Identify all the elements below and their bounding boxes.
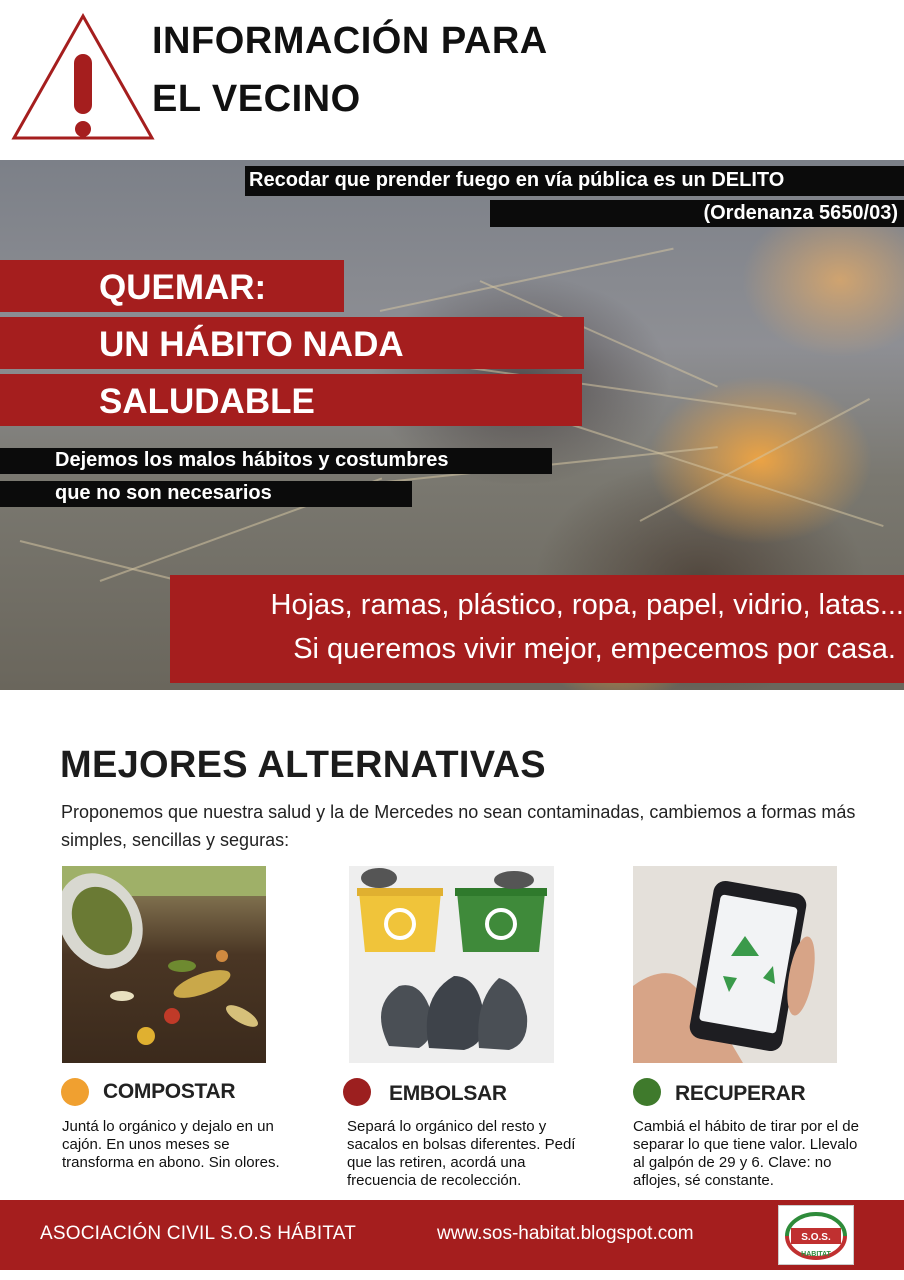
callout-line-2: Si queremos vivir mejor, empecemos por casa. (293, 633, 896, 665)
compost-dot (61, 1078, 89, 1106)
recuperar-desc: Cambiá el hábito de tirar por el de separar lo que tiene valor. Llevalo al galpón de 29 y 6. Clave: no aflojes, sé constante. (633, 1118, 859, 1189)
footer-url-link[interactable]: www.sos-habitat.blogspot.com (437, 1223, 694, 1244)
phone-recycle-photo (633, 866, 837, 1063)
notice-bar-2 (490, 200, 904, 227)
sub-line-2: que no son necesarios (55, 482, 272, 504)
compostar-desc: Juntá lo orgánico y dejalo en un cajón. En unos meses se transforma en abono. Sin olores. (62, 1118, 280, 1171)
svg-text:HABITAT: HABITAT (801, 1251, 831, 1258)
warning-triangle-icon (8, 10, 158, 142)
headline-bar-1 (0, 260, 344, 312)
headline-line-2: UN HÁBITO NADA (99, 325, 404, 364)
sub-bar-2 (0, 481, 412, 507)
callout-line-1: Hojas, ramas, plástico, ropa, papel, vidrio, latas... (270, 589, 904, 621)
page-title-line-1: INFORMACIÓN PARA (152, 20, 548, 62)
notice-line-2: (Ordenanza 5650/03) (703, 202, 898, 224)
headline-bar-2 (0, 317, 584, 369)
headline-bar-3 (0, 374, 582, 426)
svg-text:S.O.S.: S.O.S. (801, 1232, 831, 1243)
callout-box (170, 575, 904, 683)
footer-org: ASOCIACIÓN CIVIL S.O.S HÁBITAT (40, 1223, 357, 1244)
recuperar-dot (633, 1078, 661, 1106)
embolsar-dot (343, 1078, 371, 1106)
sub-bar-1 (0, 448, 552, 474)
headline-line-1: QUEMAR: (99, 268, 267, 307)
notice-bar-1 (245, 166, 904, 196)
bins-and-bags-illustration (349, 866, 554, 1063)
embolsar-desc: Separá lo orgánico del resto y sacalos en bolsas diferentes. Pedí que las retiren, acordá una frecuencia de recolección. (347, 1118, 576, 1189)
compost-photo (62, 866, 266, 1063)
sos-habitat-logo (778, 1205, 854, 1265)
compostar-title: COMPOSTAR (103, 1080, 236, 1103)
sub-line-1: Dejemos los malos hábitos y costumbres (55, 449, 449, 471)
page-title-line-2: EL VECINO (152, 78, 361, 120)
notice-line-1: Recodar que prender fuego en vía pública es un DELITO (249, 169, 785, 191)
recuperar-title: RECUPERAR (675, 1082, 806, 1105)
section-title: MEJORES ALTERNATIVAS (60, 744, 546, 786)
section-intro: Proponemos que nuestra salud y la de Mercedes no sean contaminadas, cambiemos a formas más simples, sencillas y seguras: (61, 802, 856, 850)
hero-burning-image (0, 160, 904, 690)
embolsar-title: EMBOLSAR (389, 1082, 507, 1105)
headline-line-3: SALUDABLE (99, 382, 315, 421)
